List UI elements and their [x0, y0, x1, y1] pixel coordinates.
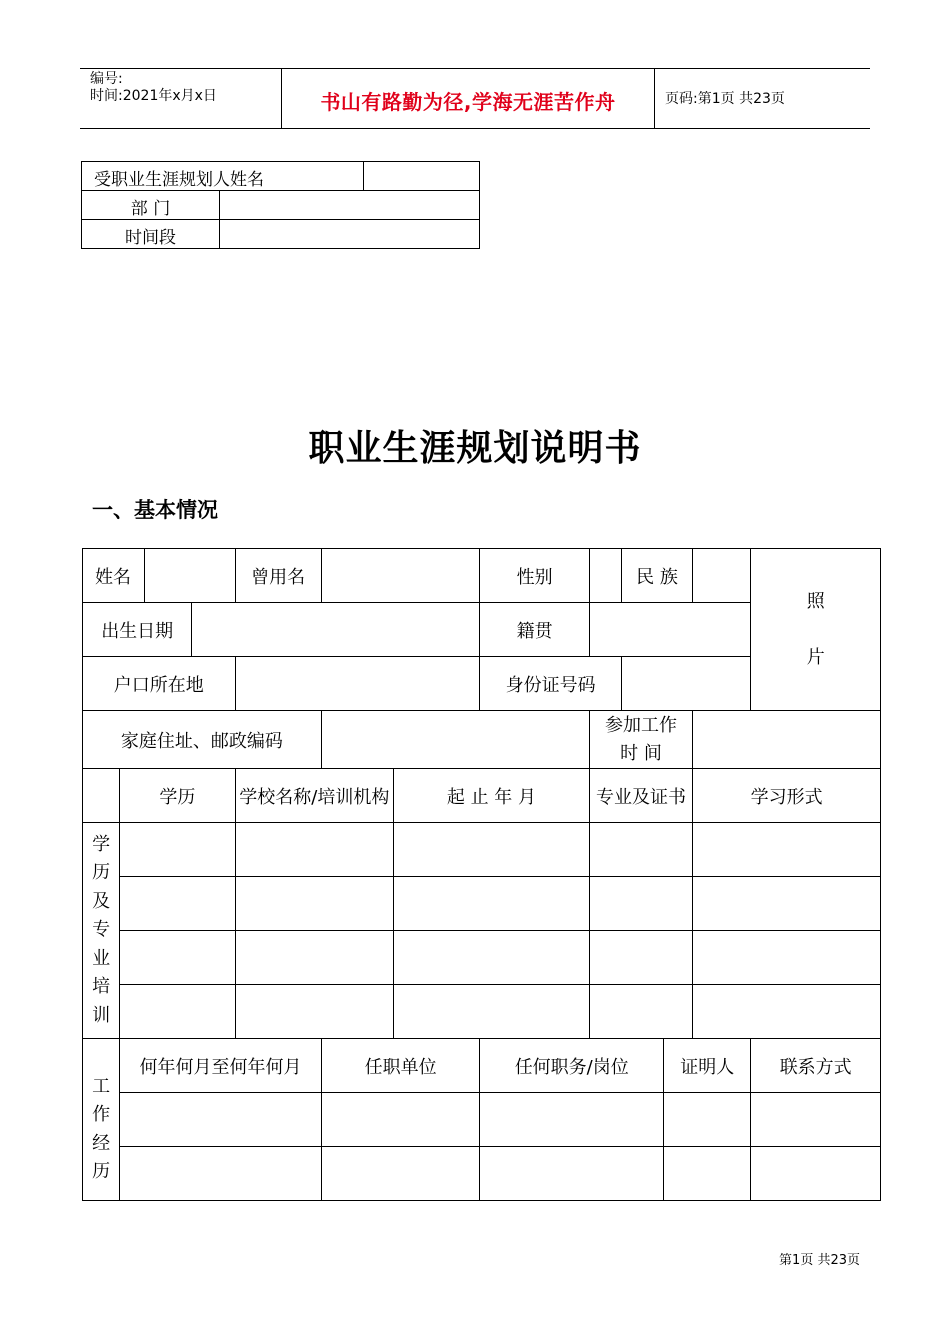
edu-cell[interactable] — [589, 823, 692, 877]
side-char: 专 — [92, 919, 111, 941]
native-place-value[interactable] — [589, 603, 751, 657]
work-cell[interactable] — [120, 1093, 322, 1147]
gender-label: 性别 — [480, 549, 589, 603]
edu-cell[interactable] — [589, 985, 692, 1039]
work-start-value[interactable] — [693, 711, 881, 769]
birth-date-value[interactable] — [192, 603, 480, 657]
edu-cell[interactable] — [235, 985, 394, 1039]
edu-cell[interactable] — [235, 823, 394, 877]
edu-cell[interactable] — [235, 877, 394, 931]
former-name-label: 曾用名 — [235, 549, 321, 603]
edu-cell[interactable] — [693, 985, 881, 1039]
id-number-value[interactable] — [621, 657, 750, 711]
name-value[interactable] — [145, 549, 235, 603]
birth-date-label: 出生日期 — [83, 603, 192, 657]
side-char: 及 — [92, 890, 111, 912]
work-start-label-line2: 时 间 — [620, 742, 662, 764]
address-value[interactable] — [321, 711, 589, 769]
work-cell[interactable] — [321, 1093, 480, 1147]
edu-cell[interactable] — [693, 823, 881, 877]
edu-cell[interactable] — [235, 931, 394, 985]
edu-cell[interactable] — [120, 931, 235, 985]
side-char: 历 — [92, 862, 111, 884]
header-page-info: 页码:第1页 共23页 — [665, 91, 785, 107]
hukou-label: 户口所在地 — [83, 657, 236, 711]
header-motto: 书山有路勤为径,学海无涯苦作舟 — [320, 90, 616, 114]
edu-cell[interactable] — [394, 877, 590, 931]
side-char: 历 — [92, 1161, 111, 1182]
work-header-period: 何年何月至何年何月 — [120, 1039, 322, 1093]
work-side-label — [83, 1039, 120, 1201]
edu-cell[interactable] — [120, 985, 235, 1039]
edu-cell[interactable] — [589, 931, 692, 985]
work-cell[interactable] — [321, 1147, 480, 1201]
work-cell[interactable] — [120, 1147, 322, 1201]
side-char: 业 — [92, 947, 111, 969]
work-header-employer: 任职单位 — [321, 1039, 480, 1093]
page-footer: 第1页 共23页 — [779, 1253, 860, 1268]
period-label: 时间段 — [82, 220, 220, 249]
edu-cell[interactable] — [693, 931, 881, 985]
side-char: 作 — [92, 1104, 111, 1125]
department-label: 部 门 — [82, 191, 220, 220]
edu-cell[interactable] — [394, 823, 590, 877]
cover-info-table — [81, 161, 480, 249]
name-label: 姓名 — [83, 549, 145, 603]
ethnicity-label: 民 族 — [621, 549, 692, 603]
side-char: 培 — [92, 976, 111, 998]
planner-name-value[interactable] — [364, 162, 480, 191]
work-cell[interactable] — [664, 1093, 751, 1147]
edu-cell[interactable] — [589, 877, 692, 931]
work-cell[interactable] — [480, 1147, 664, 1201]
edu-cell[interactable] — [394, 931, 590, 985]
photo-box[interactable] — [751, 549, 881, 711]
document-title: 职业生涯规划说明书 — [308, 428, 642, 469]
work-header-reference: 证明人 — [664, 1039, 751, 1093]
former-name-value[interactable] — [321, 549, 480, 603]
work-cell[interactable] — [751, 1093, 881, 1147]
side-char: 工 — [92, 1075, 111, 1097]
edu-cell[interactable] — [120, 823, 235, 877]
planner-name-label: 受职业生涯规划人姓名 — [82, 162, 364, 191]
document-number-label: 编号: — [90, 71, 123, 87]
edu-cell[interactable] — [120, 877, 235, 931]
side-char: 训 — [92, 1004, 111, 1026]
edu-cell[interactable] — [394, 985, 590, 1039]
ethnicity-value[interactable] — [693, 549, 751, 603]
work-header-position: 任何职务/岗位 — [480, 1039, 664, 1093]
work-start-label — [589, 711, 692, 769]
side-char: 经 — [92, 1132, 111, 1154]
edu-header-period: 起 止 年 月 — [394, 769, 590, 823]
header-top-rule — [80, 68, 870, 69]
education-corner-cell — [83, 769, 120, 823]
address-label: 家庭住址、邮政编码 — [83, 711, 322, 769]
native-place-label: 籍贯 — [480, 603, 589, 657]
document-time-label: 时间:2021年x月x日 — [90, 88, 217, 104]
work-cell[interactable] — [480, 1093, 664, 1147]
work-cell[interactable] — [751, 1147, 881, 1201]
id-number-label: 身份证号码 — [480, 657, 622, 711]
work-header-contact: 联系方式 — [751, 1039, 881, 1093]
edu-cell[interactable] — [693, 877, 881, 931]
education-side-label — [83, 823, 120, 1039]
edu-header-mode: 学习形式 — [693, 769, 881, 823]
header-bottom-rule — [80, 128, 870, 129]
section-title: 一、基本情况 — [92, 498, 218, 522]
header-divider — [654, 69, 655, 129]
edu-header-major: 专业及证书 — [589, 769, 692, 823]
work-cell[interactable] — [664, 1147, 751, 1201]
work-start-label-line1: 参加工作 — [604, 714, 677, 736]
gender-value[interactable] — [589, 549, 621, 603]
department-value[interactable] — [220, 191, 480, 220]
photo-label-top: 照 — [806, 590, 825, 612]
hukou-value[interactable] — [235, 657, 480, 711]
photo-label-bottom: 片 — [806, 646, 825, 668]
side-char: 学 — [92, 833, 111, 855]
basic-info-table — [82, 548, 881, 1201]
edu-header-school: 学校名称/培训机构 — [235, 769, 394, 823]
edu-header-degree: 学历 — [120, 769, 235, 823]
period-value[interactable] — [220, 220, 480, 249]
